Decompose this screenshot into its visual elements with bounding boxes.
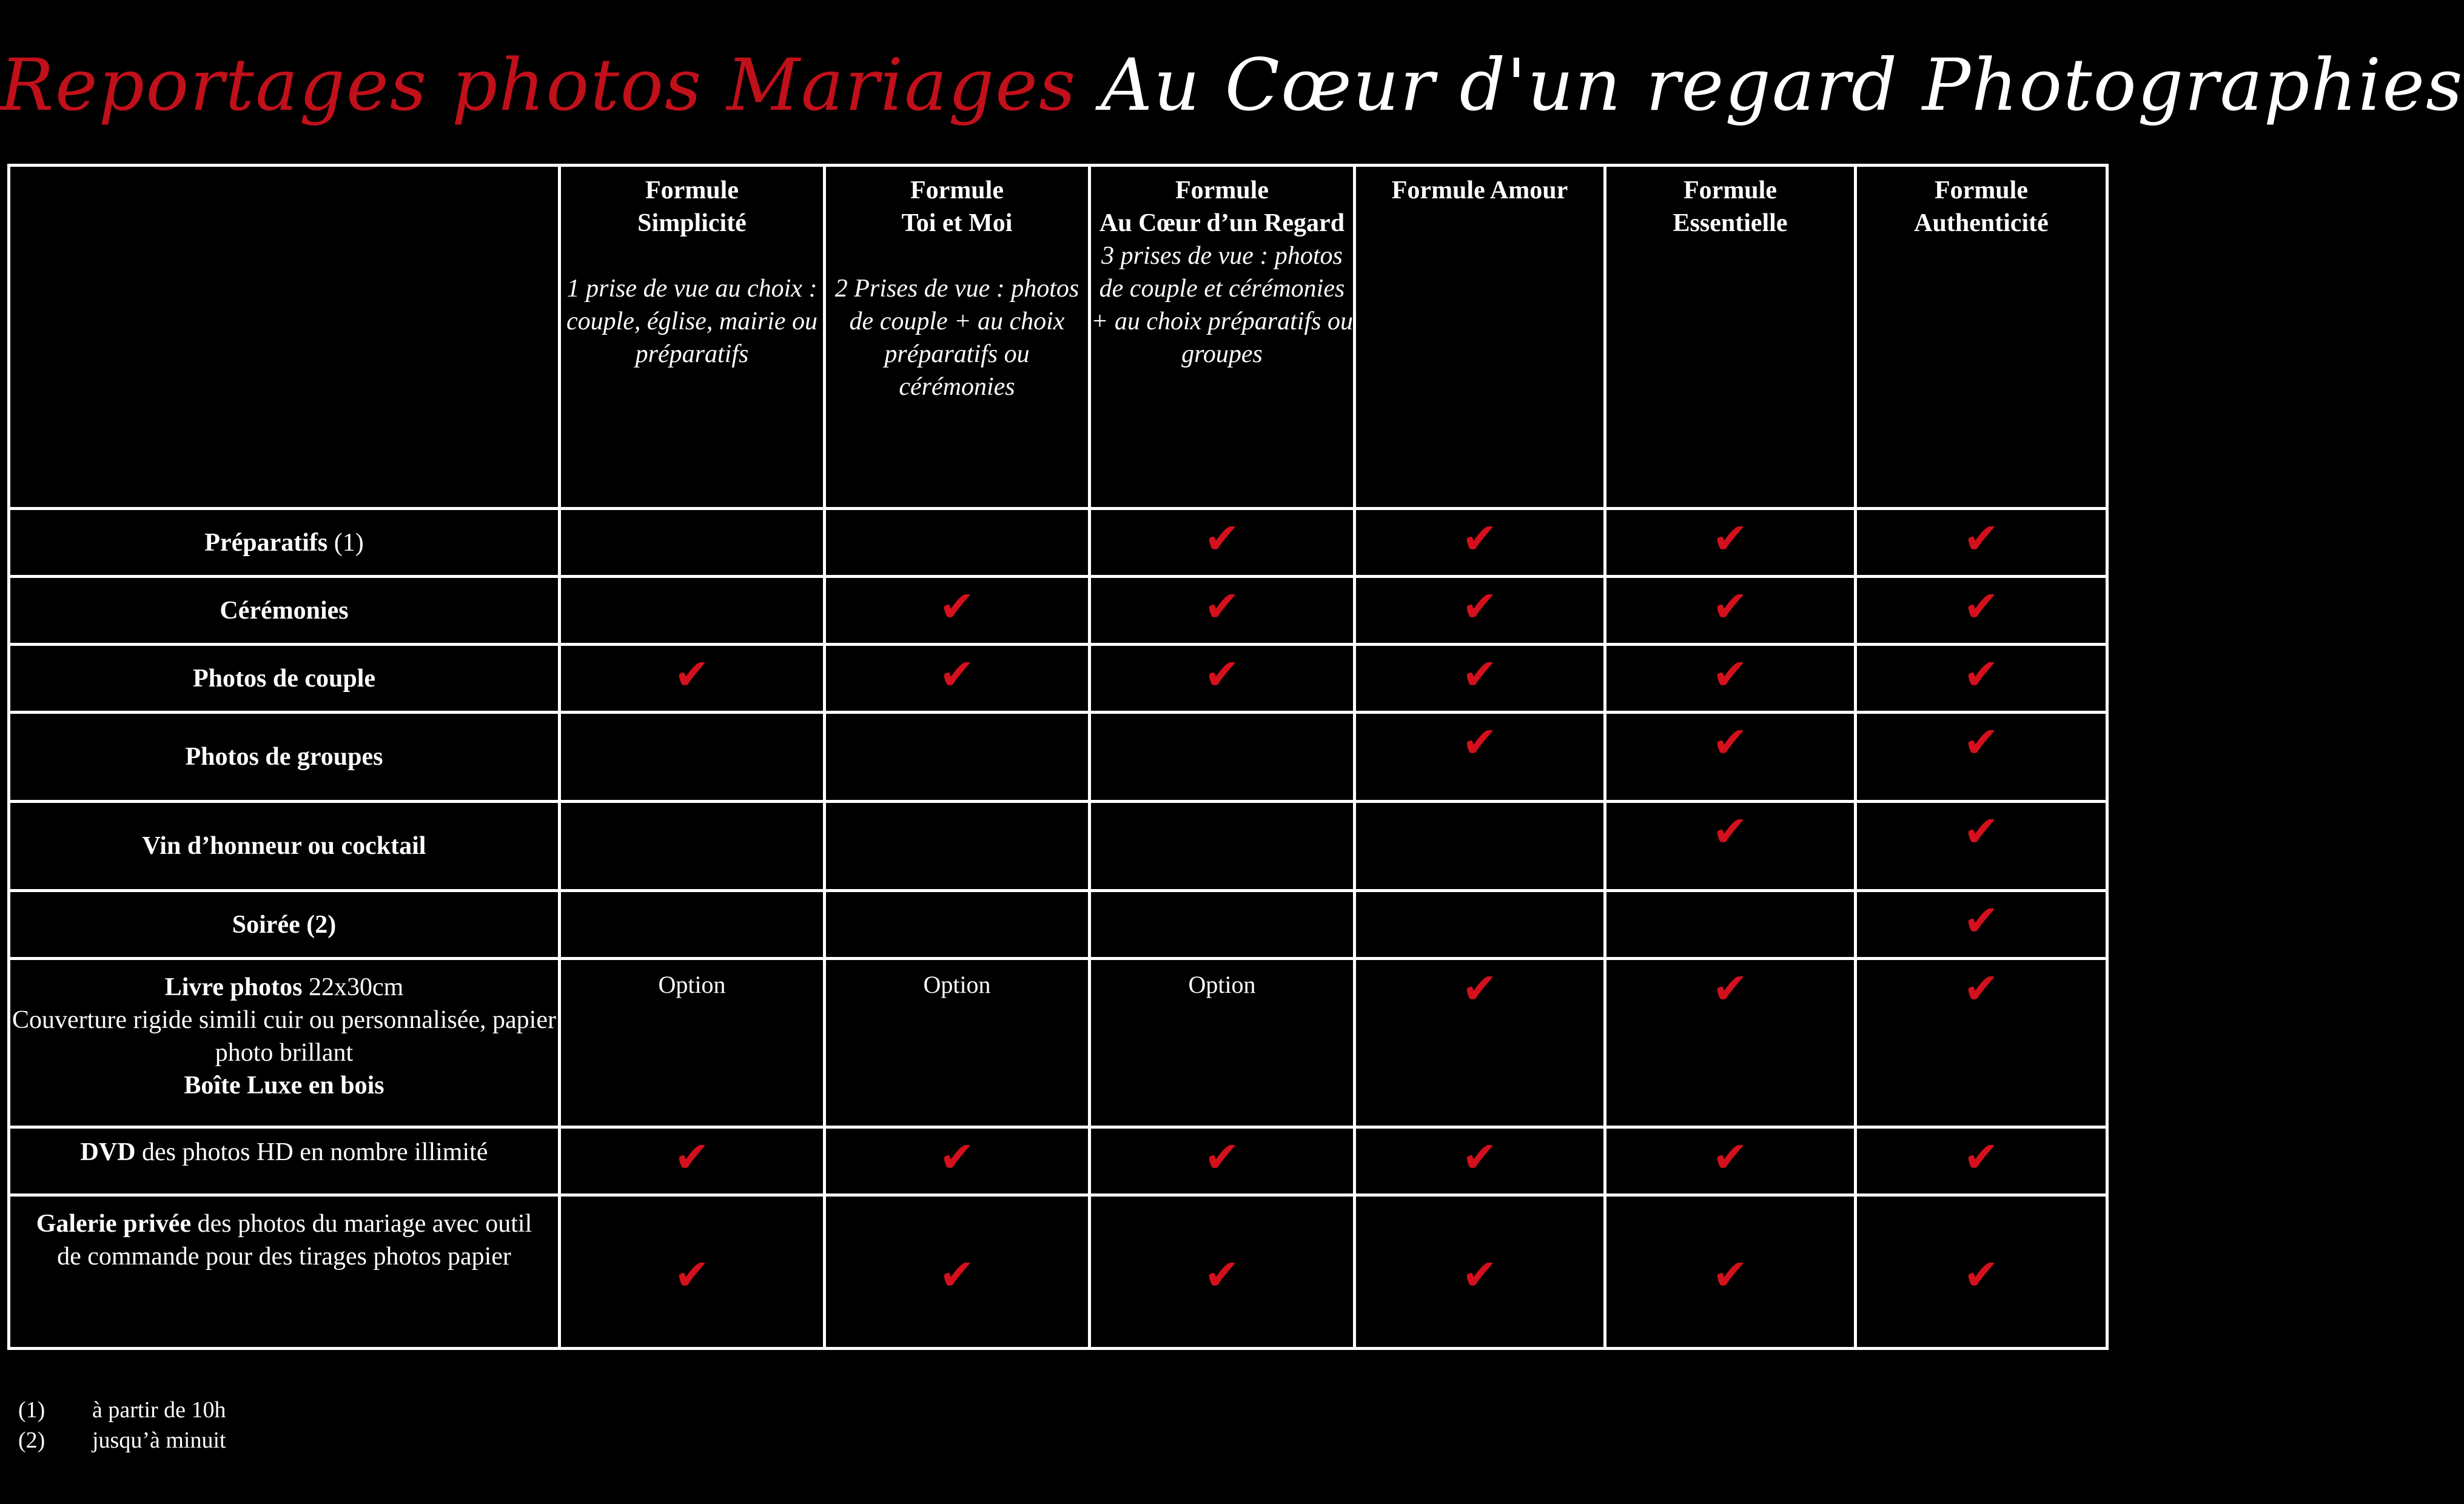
- table-cell: [825, 1127, 1090, 1195]
- row-label-photos-couple: [9, 645, 560, 713]
- table-row: [9, 645, 2107, 713]
- dvd-title: DVD: [80, 1138, 136, 1166]
- table-cell: [1856, 891, 2107, 959]
- pricing-table: [7, 164, 2109, 1350]
- footnotes: [18, 1395, 226, 1455]
- header-formule-authenticite: [1856, 166, 2107, 509]
- table-cell: [1856, 509, 2107, 577]
- table-cell: [1856, 959, 2107, 1127]
- dvd-description: des photos HD en nombre illimité: [135, 1138, 488, 1166]
- row-label-note: (1): [327, 528, 364, 557]
- table-cell: [1605, 891, 1856, 959]
- table-cell: [825, 645, 1090, 713]
- check-icon: ✔: [1963, 1132, 1999, 1182]
- footnote-number: (2): [18, 1428, 45, 1453]
- table-cell: [1090, 891, 1355, 959]
- table-cell: [1605, 509, 1856, 577]
- table-cell: [1605, 645, 1856, 713]
- table-cell: [1605, 1195, 1856, 1349]
- header-description: 2 Prises de vue : photos de couple + au choix préparatifs ou cérémonies: [834, 275, 1079, 401]
- check-icon: ✔: [1462, 514, 1498, 563]
- header-formule-simplicite: [560, 166, 825, 509]
- table-cell: [1856, 713, 2107, 802]
- header-name-line2: Au Cœur d’un Regard: [1099, 209, 1345, 237]
- table-cell: [1856, 802, 2107, 891]
- header-name-line1: Formule: [910, 176, 1004, 204]
- header-formule-toi-et-moi: [825, 166, 1090, 509]
- check-icon: ✔: [1462, 582, 1498, 631]
- table-cell: [1090, 577, 1355, 645]
- check-icon: ✔: [1204, 582, 1240, 631]
- table-cell: [560, 1127, 825, 1195]
- header-description: 3 prises de vue : photos de couple et cérémonies + au choix préparatifs ou groupes: [1091, 242, 1353, 368]
- check-icon: ✔: [674, 1132, 710, 1182]
- livre-description: Couverture rigide simili cuir ou personnalisée, papier photo brillant: [12, 1006, 556, 1067]
- table-cell: [1090, 1127, 1355, 1195]
- header-name-line1: Formule Amour: [1391, 176, 1568, 204]
- table-cell: [825, 509, 1090, 577]
- option-label: Option: [923, 971, 991, 998]
- check-icon: ✔: [674, 1249, 710, 1300]
- table-cell: [1605, 577, 1856, 645]
- check-icon: ✔: [939, 650, 975, 699]
- check-icon: ✔: [1204, 1132, 1240, 1182]
- table-cell: [1856, 1195, 2107, 1349]
- header-description: 1 prise de vue au choix : couple, église, mairie ou préparatifs: [566, 275, 818, 368]
- check-icon: ✔: [1963, 650, 1999, 699]
- table-row-livre: [9, 959, 2107, 1127]
- row-label-bold: Cérémonies: [220, 596, 349, 625]
- table-cell: [1856, 577, 2107, 645]
- table-row-dvd: [9, 1127, 2107, 1195]
- table-cell: [1355, 1195, 1605, 1349]
- footnote-text: jusqu’à minuit: [92, 1428, 226, 1453]
- header-name-line1: Formule: [1935, 176, 2028, 204]
- header-name-line1: Formule: [1684, 176, 1777, 204]
- table-cell: [1355, 577, 1605, 645]
- header-name-line1: Formule: [1175, 176, 1269, 204]
- check-icon: ✔: [1963, 717, 1999, 767]
- header-formule-amour: [1355, 166, 1605, 509]
- table-cell: [560, 713, 825, 802]
- table-cell: [1605, 1127, 1856, 1195]
- livre-title: Livre photos: [164, 973, 303, 1001]
- check-icon: ✔: [1963, 1249, 1999, 1300]
- row-label-galerie: [9, 1195, 560, 1349]
- header-name-line2: Authenticité: [1914, 209, 2049, 237]
- table-cell: [1355, 891, 1605, 959]
- table-row: [9, 891, 2107, 959]
- row-label-bold: Photos de groupes: [185, 743, 383, 771]
- row-label-vin-honneur: [9, 802, 560, 891]
- table-cell: [825, 577, 1090, 645]
- table-cell: [1090, 802, 1355, 891]
- row-label-bold: Vin d’honneur ou cocktail: [142, 832, 426, 860]
- title-red-part: Reportages photos Mariages: [0, 43, 1077, 127]
- table-cell: [1605, 802, 1856, 891]
- check-icon: ✔: [1712, 807, 1748, 856]
- table-cell: [1090, 509, 1355, 577]
- check-icon: ✔: [1963, 896, 1999, 945]
- table-cell: [1355, 802, 1605, 891]
- row-label-photos-groupes: [9, 713, 560, 802]
- check-icon: ✔: [939, 1249, 975, 1300]
- footnote-number: (1): [18, 1397, 45, 1423]
- table-cell: [1605, 959, 1856, 1127]
- footnote: [18, 1395, 226, 1425]
- table-row: [9, 802, 2107, 891]
- check-icon: ✔: [1963, 807, 1999, 856]
- check-icon: ✔: [1712, 1249, 1748, 1300]
- table-cell: [560, 1195, 825, 1349]
- row-label-livre-photos: [9, 959, 560, 1127]
- row-label-bold: Préparatifs: [204, 528, 328, 557]
- row-label-bold: Soirée (2): [232, 910, 337, 939]
- check-icon: ✔: [1712, 514, 1748, 563]
- table-cell: [1355, 959, 1605, 1127]
- header-name-line1: Formule: [645, 176, 739, 204]
- header-name-line2: Essentielle: [1673, 209, 1788, 237]
- check-icon: ✔: [939, 1132, 975, 1182]
- row-label-bold: Photos de couple: [192, 664, 375, 693]
- galerie-description: des photos du mariage avec outil de commande pour des tirages photos papier: [57, 1210, 532, 1271]
- header-formule-essentielle: [1605, 166, 1856, 509]
- check-icon: ✔: [1712, 582, 1748, 631]
- header-formule-au-coeur: [1090, 166, 1355, 509]
- table-cell: [825, 1195, 1090, 1349]
- table-cell: [1355, 509, 1605, 577]
- row-label-ceremonies: [9, 577, 560, 645]
- check-icon: ✔: [1204, 1249, 1240, 1300]
- check-icon: ✔: [1963, 582, 1999, 631]
- livre-size: 22x30cm: [302, 973, 404, 1001]
- table-cell: [1605, 713, 1856, 802]
- table-cell: [1090, 1195, 1355, 1349]
- table-row: [9, 509, 2107, 577]
- table-cell: [825, 959, 1090, 1127]
- header-row: [9, 166, 2107, 509]
- check-icon: ✔: [1204, 514, 1240, 563]
- table-row: [9, 577, 2107, 645]
- row-label-preparatifs: [9, 509, 560, 577]
- check-icon: ✔: [1712, 650, 1748, 699]
- header-empty-cell: [9, 166, 560, 509]
- table-cell: [1856, 645, 2107, 713]
- table-cell: [560, 959, 825, 1127]
- table-cell: [1355, 713, 1605, 802]
- table-cell: [560, 802, 825, 891]
- table-cell: [825, 891, 1090, 959]
- table-cell: [1090, 959, 1355, 1127]
- table-row: [9, 713, 2107, 802]
- table-cell: [825, 713, 1090, 802]
- row-label-dvd: [9, 1127, 560, 1195]
- table-cell: [1090, 645, 1355, 713]
- table-cell: [1856, 1127, 2107, 1195]
- footnote-text: à partir de 10h: [92, 1397, 226, 1423]
- table-cell: [560, 509, 825, 577]
- table-cell: [560, 645, 825, 713]
- table-cell: [1355, 645, 1605, 713]
- check-icon: ✔: [674, 650, 710, 699]
- check-icon: ✔: [1462, 964, 1498, 1013]
- table-cell: [1355, 1127, 1605, 1195]
- table-cell: [560, 577, 825, 645]
- row-label-soiree: [9, 891, 560, 959]
- table-cell: [1090, 713, 1355, 802]
- header-name-line2: Simplicité: [637, 209, 747, 237]
- header-name-line2: Toi et Moi: [901, 209, 1013, 237]
- table-cell: [825, 802, 1090, 891]
- option-label: Option: [658, 971, 726, 998]
- check-icon: ✔: [1462, 717, 1498, 767]
- check-icon: ✔: [1462, 1249, 1498, 1300]
- page-title: [0, 18, 2464, 152]
- livre-box: Boîte Luxe en bois: [184, 1072, 384, 1099]
- check-icon: ✔: [1963, 964, 1999, 1013]
- option-label: Option: [1188, 971, 1256, 998]
- check-icon: ✔: [1712, 1132, 1748, 1182]
- check-icon: ✔: [1712, 717, 1748, 767]
- check-icon: ✔: [1963, 514, 1999, 563]
- table-row-galerie: [9, 1195, 2107, 1349]
- check-icon: ✔: [1712, 964, 1748, 1013]
- check-icon: ✔: [1462, 1132, 1498, 1182]
- check-icon: ✔: [939, 582, 975, 631]
- title-white-part: Au Cœur d'un regard Photographies: [1101, 43, 2464, 127]
- table-cell: [560, 891, 825, 959]
- check-icon: ✔: [1204, 650, 1240, 699]
- galerie-title: Galerie privée: [36, 1210, 192, 1238]
- footnote: [18, 1425, 226, 1455]
- check-icon: ✔: [1462, 650, 1498, 699]
